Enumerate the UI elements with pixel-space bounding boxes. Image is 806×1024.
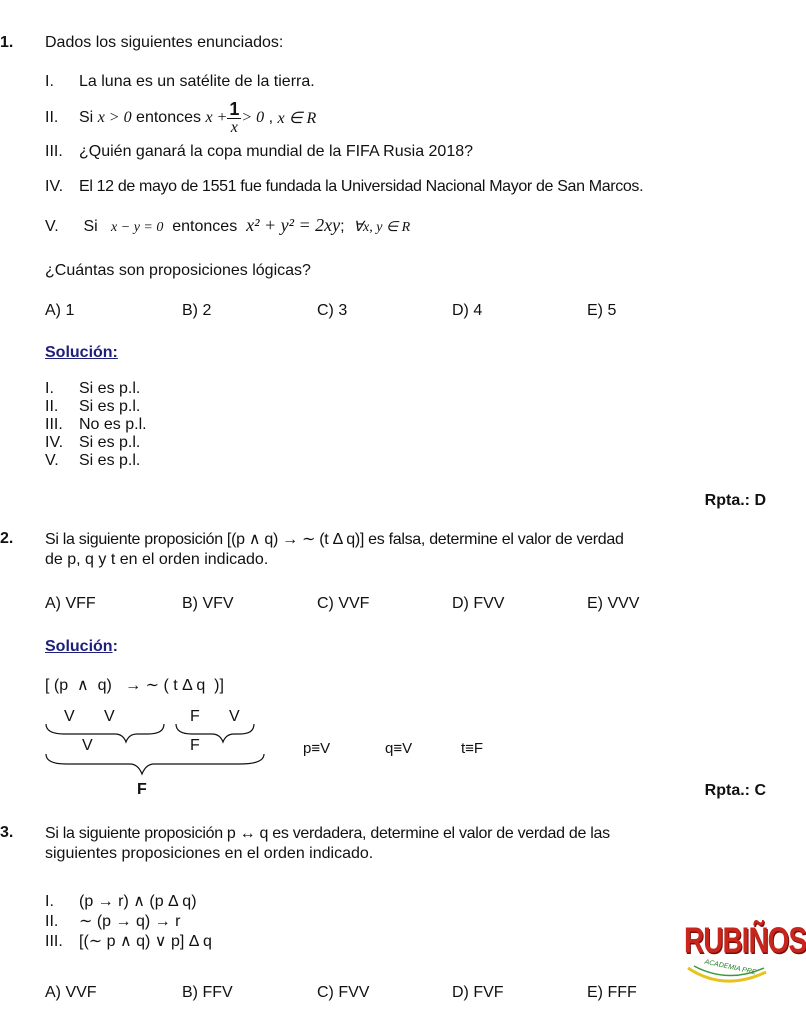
q2-left-result: V bbox=[82, 737, 93, 754]
q3-item-2: II. ∼ (p → q) → r bbox=[45, 913, 181, 930]
q3-option-e[interactable]: E) FFF bbox=[587, 984, 637, 1001]
q1-option-d[interactable]: D) 4 bbox=[452, 302, 483, 319]
q2-assign-t: t≡F bbox=[461, 740, 484, 757]
q1-option-c[interactable]: C) 3 bbox=[317, 302, 348, 319]
q2-formula: [ (p ∧ q) → ∼ ( t Δ q )] bbox=[45, 677, 224, 694]
logo-subtext: ACADEMIA PRE bbox=[703, 958, 757, 977]
q3-items bbox=[45, 892, 212, 952]
rubinos-logo bbox=[684, 920, 806, 980]
q2-option-c[interactable]: C) VVF bbox=[317, 595, 370, 612]
q2-final-result: F bbox=[137, 781, 147, 798]
q3-stem: Si la siguiente proposición p ↔ q es verdadera, determine el valor de verdad de las siguientes proposiciones en el orden indicado. bbox=[45, 825, 610, 862]
q1-option-a[interactable]: A) 1 bbox=[45, 302, 75, 319]
q2-number: 2. bbox=[0, 530, 14, 547]
q2-option-b[interactable]: B) VFV bbox=[182, 595, 234, 612]
q3-option-a[interactable]: A) VVF bbox=[45, 984, 97, 1001]
q1-option-e[interactable]: E) 5 bbox=[587, 302, 617, 319]
q2-right-result: F bbox=[190, 737, 200, 754]
q2-braces bbox=[40, 718, 270, 778]
q2-solution-label: Solución: bbox=[45, 638, 118, 655]
q3-item-3: III. [(∼ p ∧ q) ∨ p] Δ q bbox=[45, 933, 212, 950]
q3-option-d[interactable]: D) FVF bbox=[452, 984, 504, 1001]
q2-answer: Rpta.: C bbox=[704, 782, 766, 799]
q2-option-e[interactable]: E) VVV bbox=[587, 595, 640, 612]
q1-solution-1: I. Si es p.l. bbox=[45, 380, 141, 397]
q1-option-b[interactable]: B) 2 bbox=[182, 302, 212, 319]
q1-solution-4: IV. Si es p.l. bbox=[45, 434, 141, 451]
logo-text: RUBIÑOS bbox=[684, 920, 806, 961]
q1-solution-2: II. Si es p.l. bbox=[45, 398, 141, 415]
q1-solution-5: V. Si es p.l. bbox=[45, 452, 141, 469]
q1-item-5: V. Si x − y = 0 entonces x² + y² = 2xy; ∀x, y ∈ R bbox=[45, 215, 411, 235]
q2-value-q2: V bbox=[229, 708, 240, 725]
q1-answer: Rpta.: D bbox=[704, 492, 766, 509]
q1-question: ¿Cuántas son proposiciones lógicas? bbox=[45, 262, 311, 279]
q1-item-1: I. La luna es un satélite de la tierra. bbox=[45, 73, 315, 90]
q3-item-1: I. (p → r) ∧ (p Δ q) bbox=[45, 893, 197, 910]
q3-option-b[interactable]: B) FFV bbox=[182, 984, 233, 1001]
q2-assign-q: q≡V bbox=[385, 740, 413, 757]
q2-value-q: V bbox=[104, 708, 115, 725]
q1-solution-3: III. No es p.l. bbox=[45, 416, 147, 433]
q1-item-4: IV. El 12 de mayo de 1551 fue fundada la Universidad Nacional Mayor de San Marcos. bbox=[45, 178, 644, 195]
q2-stem: Si la siguiente proposición [(p ∧ q) → ∼ (t Δ q)] es falsa, determine el valor de verdad de p, q y t en el orden indicado. bbox=[45, 531, 624, 568]
q1-stem: Dados los siguientes enunciados: bbox=[45, 34, 284, 51]
q2-option-a[interactable]: A) VFF bbox=[45, 595, 96, 612]
fraction-one-over-x: $\frac{1}{x}$ bbox=[229, 98, 240, 136]
q3-number: 3. bbox=[0, 824, 14, 841]
q1-item-2: II. Si x > 0 entonces x + $\frac{1}{x}$ > 0 , x ∈ R bbox=[45, 98, 317, 136]
q2-value-p: V bbox=[64, 708, 75, 725]
q2-assign-p: p≡V bbox=[303, 740, 331, 757]
q1-solution-list bbox=[45, 380, 147, 470]
q2-option-d[interactable]: D) FVV bbox=[452, 595, 505, 612]
q3-option-c[interactable]: C) FVV bbox=[317, 984, 370, 1001]
q2-value-t: F bbox=[190, 708, 200, 725]
q1-solution-label: Solución: bbox=[45, 344, 118, 361]
q1-number: 1. bbox=[0, 34, 14, 51]
q1-item-3: III. ¿Quién ganará la copa mundial de la FIFA Rusia 2018? bbox=[45, 143, 474, 160]
